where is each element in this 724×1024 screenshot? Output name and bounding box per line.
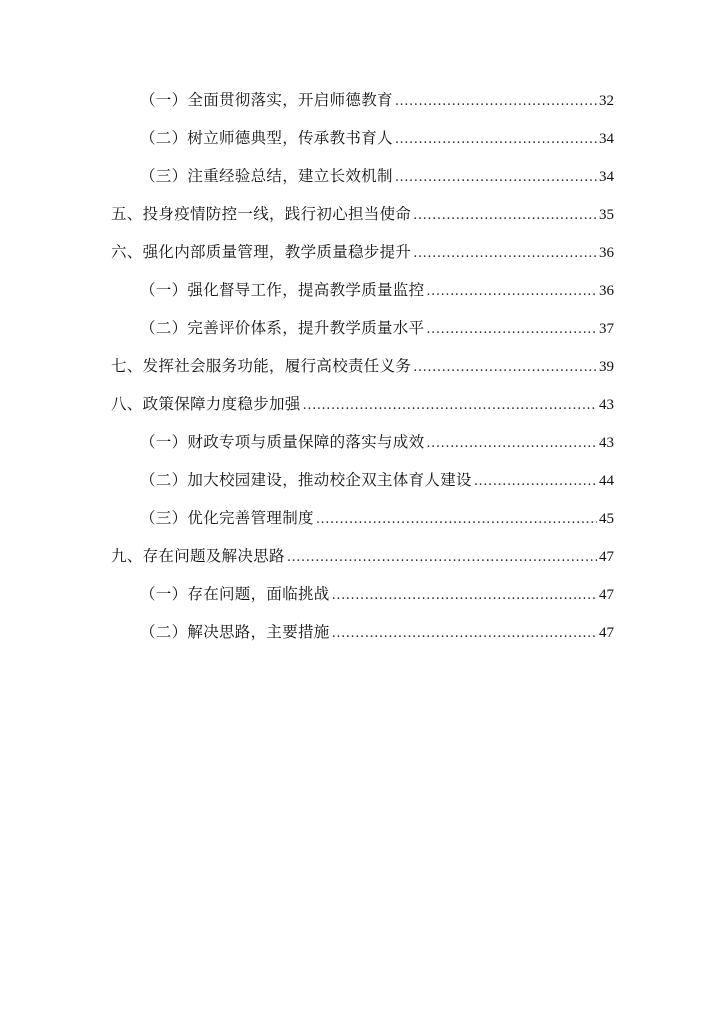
toc-entry-title: 六、强化内部质量管理，教学质量稳步提升 xyxy=(111,243,412,261)
toc-dot-leader xyxy=(426,318,597,342)
toc-entry[interactable] xyxy=(140,88,614,112)
toc-entry[interactable] xyxy=(140,164,614,188)
toc-entry-title: （一）全面贯彻落实，开启师德教育 xyxy=(140,91,393,109)
toc-entry-title: （二）加大校园建设，推动校企双主体育人建设 xyxy=(140,471,472,489)
toc-dot-leader xyxy=(332,584,597,608)
toc-entry-title: （二）树立师德典型，传承教书育人 xyxy=(140,129,393,147)
toc-entry[interactable] xyxy=(111,354,614,378)
toc-page-number: 34 xyxy=(599,169,614,185)
toc-entry-title: （二）解决思路，主要措施 xyxy=(140,623,330,641)
toc-entry-title: 五、投身疫情防控一线，践行初心担当使命 xyxy=(111,205,412,223)
toc-dot-leader xyxy=(413,356,597,380)
toc-dot-leader xyxy=(426,432,597,456)
toc-page-number: 43 xyxy=(599,435,614,451)
toc-entry-title: （一）存在问题，面临挑战 xyxy=(140,585,330,603)
toc-entry[interactable] xyxy=(111,544,614,568)
toc-entry[interactable] xyxy=(140,620,614,644)
toc-entry-title: （三）注重经验总结，建立长效机制 xyxy=(140,167,393,185)
toc-dot-leader xyxy=(303,394,597,418)
toc-entry[interactable] xyxy=(111,240,614,264)
toc-page-number: 47 xyxy=(599,625,614,641)
toc-entry[interactable] xyxy=(140,126,614,150)
toc-dot-leader xyxy=(287,546,597,570)
toc-entry-title: 七、发挥社会服务功能，履行高校责任义务 xyxy=(111,357,412,375)
toc-page-number: 44 xyxy=(599,473,614,489)
toc-page-number: 47 xyxy=(599,549,614,565)
toc-page-number: 36 xyxy=(599,245,614,261)
toc-entry-title: 九、存在问题及解决思路 xyxy=(111,547,285,565)
toc-entry-title: （三）优化完善管理制度 xyxy=(140,509,314,527)
toc-page-number: 37 xyxy=(599,321,614,337)
toc-dot-leader xyxy=(474,470,597,494)
toc-page-number: 36 xyxy=(599,283,614,299)
toc-page-number: 47 xyxy=(599,587,614,603)
toc-entry-title: （一）财政专项与质量保障的落实与成效 xyxy=(140,433,425,451)
toc-entry[interactable] xyxy=(140,582,614,606)
toc-entry[interactable] xyxy=(140,316,614,340)
toc-dot-leader xyxy=(413,242,597,266)
toc-dot-leader xyxy=(316,508,597,532)
toc-page-number: 35 xyxy=(599,207,614,223)
toc-dot-leader xyxy=(332,622,597,646)
toc-entry[interactable] xyxy=(140,468,614,492)
toc-page-number: 34 xyxy=(599,131,614,147)
toc-dot-leader xyxy=(413,204,597,228)
toc-page-number: 39 xyxy=(599,359,614,375)
toc-page-number: 45 xyxy=(599,511,614,527)
toc-page-number: 32 xyxy=(599,93,614,109)
toc-entry-title: 八、政策保障力度稳步加强 xyxy=(111,395,301,413)
toc-dot-leader xyxy=(426,280,597,304)
toc-entry[interactable] xyxy=(140,278,614,302)
toc-entry-title: （二）完善评价体系，提升教学质量水平 xyxy=(140,319,425,337)
toc-entry[interactable] xyxy=(111,202,614,226)
toc-dot-leader xyxy=(395,128,597,152)
toc-entry-title: （一）强化督导工作，提高教学质量监控 xyxy=(140,281,425,299)
toc-entry[interactable] xyxy=(140,506,614,530)
toc-entry[interactable] xyxy=(111,392,614,416)
toc-dot-leader xyxy=(395,166,597,190)
toc-entry[interactable] xyxy=(140,430,614,454)
toc-page-number: 43 xyxy=(599,397,614,413)
toc-dot-leader xyxy=(395,90,597,114)
